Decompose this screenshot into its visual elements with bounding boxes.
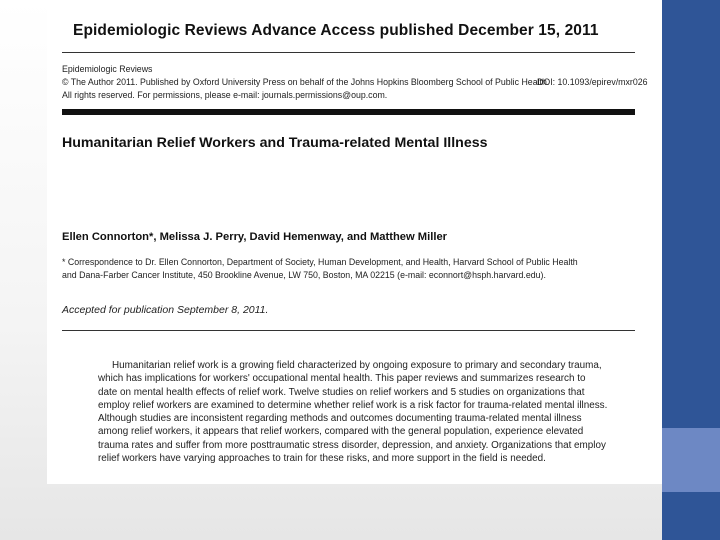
abstract-line: Although studies are inconsistent regarding methods and outcomes documenting trauma-related mental illness	[98, 413, 582, 425]
abstract-line: date on mental health effects of relief work. Twelve studies on relief workers and 5 studies on organizations that	[98, 386, 585, 398]
abstract-line: Humanitarian relief work is a growing field characterized by ongoing exposure to primary and secondary trauma,	[112, 360, 602, 371]
correspondence-line-2: and Dana-Farber Cancer Institute, 450 Brookline Avenue, LW 750, Boston, MA 02215 (e-mail: econnort@hsph.harvard.edu).	[62, 270, 546, 280]
rights-line: All rights reserved. For permissions, please e-mail: journals.permissions@oup.com.	[62, 90, 388, 100]
article-title: Humanitarian Relief Workers and Trauma-related Mental Illness	[62, 135, 488, 151]
author-list: Ellen Connorton*, Melissa J. Perry, David Hemenway, and Matthew Miller	[62, 231, 448, 243]
abstract-line: among relief workers, it appears that relief workers, compared with the general population, experience elevated	[98, 426, 584, 438]
abstract-line: employ relief workers are examined to determine whether relief work is a risk factor for trauma-related mental illness.	[98, 399, 608, 411]
accepted-date: Accepted for publication September 8, 2011.	[62, 304, 269, 316]
correspondence-line-1: * Correspondence to Dr. Ellen Connorton, Department of Society, Human Development, and Health, Harvard School of Public Health	[62, 257, 578, 267]
abstract-line: relief workers have varying approaches to train for these risks, and more support in the field is needed.	[98, 453, 546, 465]
abstract-line: which has implications for workers' occupational mental health. This paper reviews and summarizes research to	[98, 373, 586, 385]
copyright-line: © The Author 2011. Published by Oxford University Press on behalf of the Johns Hopkins Bloomberg School of Public Health.	[62, 77, 550, 87]
article-scan	[47, 8, 662, 484]
decorative-side-accent	[662, 428, 720, 492]
journal-name: Epidemiologic Reviews	[62, 64, 153, 74]
doi-label: DOI: 10.1093/epirev/mxr026	[537, 77, 648, 87]
abstract-line: trauma rates and suffer from more posttraumatic stress disorder, depression, and anxiety. Organizations that employ	[98, 439, 606, 451]
abstract-rule	[62, 330, 635, 331]
header-rule	[62, 52, 635, 53]
abstract	[98, 359, 658, 465]
advance-access-header: Epidemiologic Reviews Advance Access published December 15, 2011	[73, 22, 599, 39]
thick-divider	[62, 109, 635, 115]
